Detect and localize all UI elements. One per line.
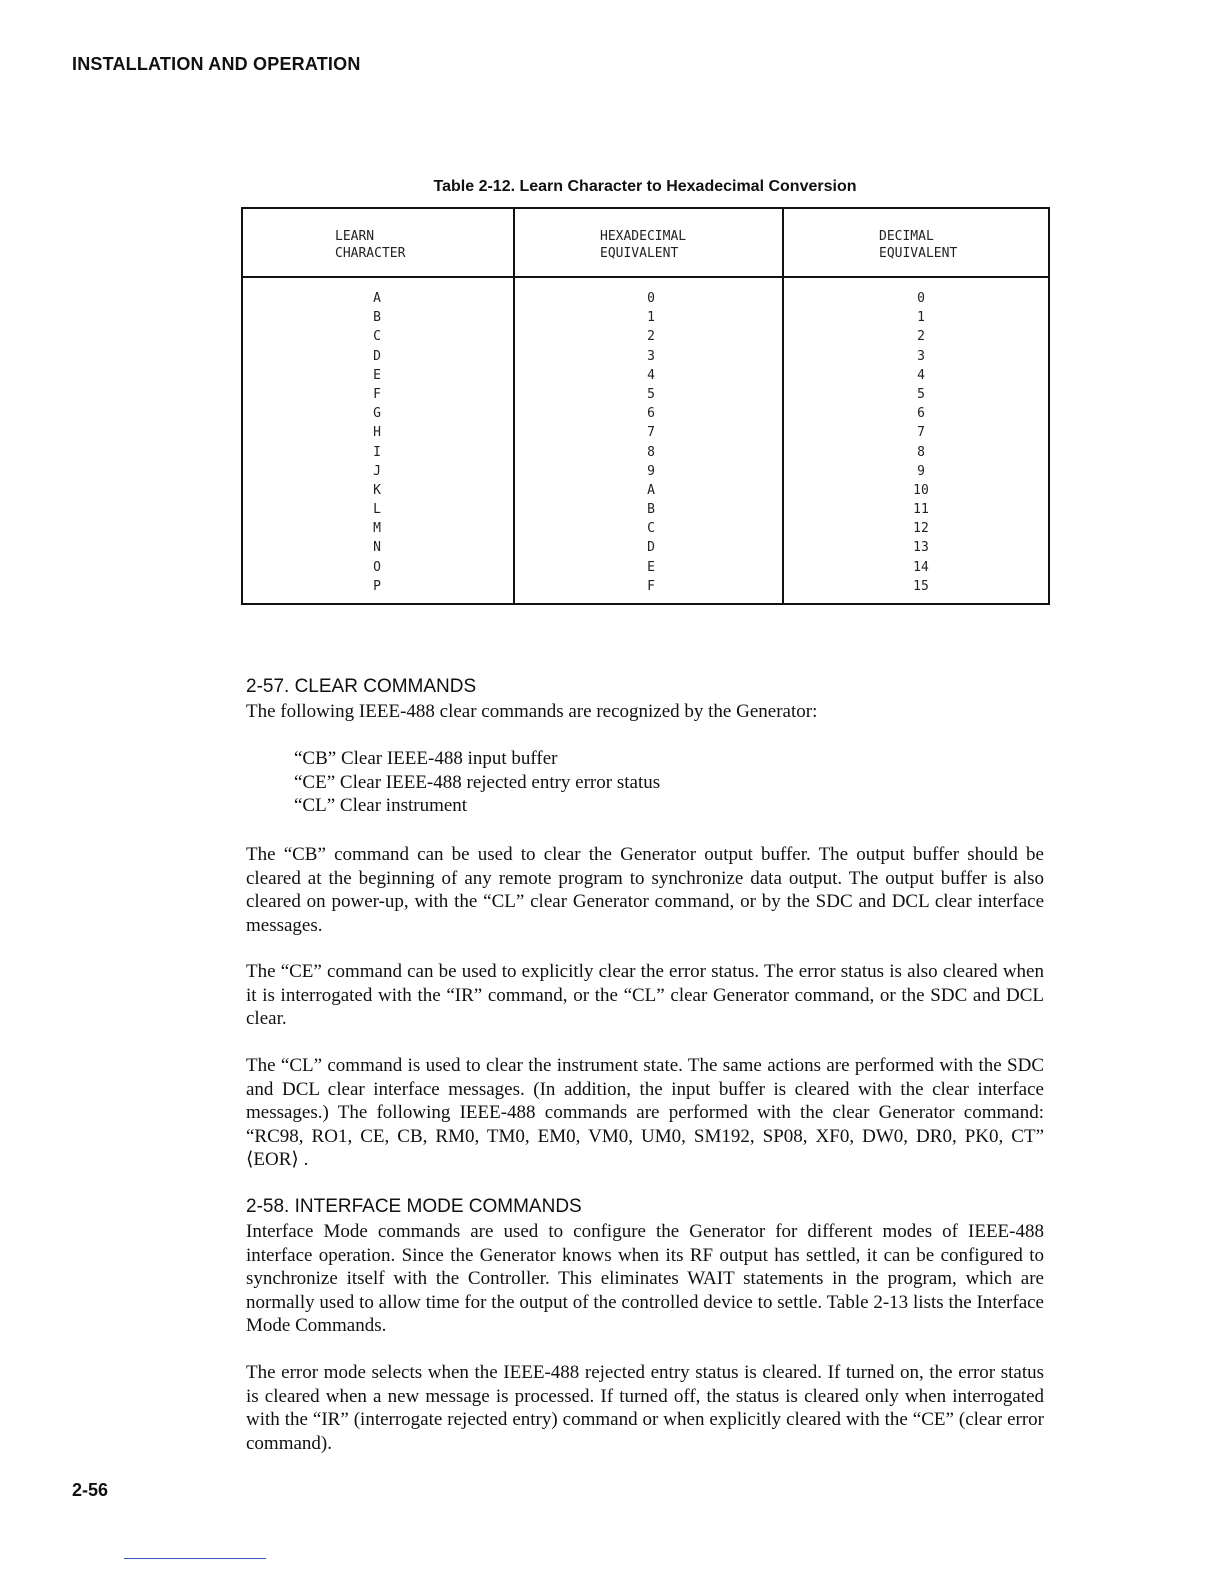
hex-value-cell: 8 [647,444,655,460]
clear-intro: The following IEEE-488 clear commands are recognized by the Generator: [246,701,818,722]
hex-value-cell: 2 [647,329,655,345]
command-item-ce: “CE” Clear IEEE-488 rejected entry error status [294,771,661,793]
decimal-value-cell: 14 [913,559,929,575]
decimal-value-cell: 11 [913,502,929,518]
command-item-cl: “CL” Clear instrument [294,795,468,816]
hex-value-cell: C [647,521,655,537]
paragraph-cl-command: The “CL” command is used to clear the instrument state. The same actions are performed with the SDC and DCL clear interface messages. (In addition, the input buffer is cleared with the clear interface messages.) The following IEEE-488 commands are performed with the clear Generator command: “RC98, RO1, CE, CB, RM0, TM0, EM0, VM0, UM0, SM192, SP08, XF0, DW0, DR0, PK0, CT” ⟨EOR⟩ . [246,1055,1044,1170]
decimal-value-cell: 8 [917,444,925,460]
hex-value-cell: 3 [647,348,655,364]
hex-value-cell: 6 [647,406,655,422]
decimal-value-cell: 9 [917,463,925,479]
decimal-value-cell: 2 [917,329,925,345]
decimal-value-cell: 3 [917,348,925,364]
learn-character-column [347,289,407,596]
learn-character-cell: A [373,291,381,306]
learn-character-cell: I [373,444,381,460]
column-divider [513,209,515,603]
hex-value-column [621,289,681,596]
header-line: EQUIVALENT [600,246,679,261]
footer-rule [124,1558,266,1559]
learn-character-cell: L [373,502,381,518]
decimal-value-cell: 12 [913,521,929,537]
learn-character-cell: H [373,425,381,441]
hex-value-cell: E [647,559,655,575]
hex-value-cell: D [647,540,655,556]
learn-character-cell: N [373,540,381,556]
hex-value-cell: 7 [647,425,655,441]
learn-character-cell: C [373,329,381,345]
header-line: CHARACTER [335,246,406,261]
decimal-value-cell: 5 [917,386,925,402]
header-line: HEXADECIMAL [600,229,687,244]
hex-value-cell: 4 [647,367,655,383]
clear-command-list [294,747,660,818]
paragraph-ce-command: The “CE” command can be used to explicitly clear the error status. The error status is also cleared when it is interrogated with the “IR” command, or the “CL” clear Generator command, or the SDC and DCL clear. [246,961,1044,1029]
hex-value-cell: 0 [647,291,655,306]
hex-value-cell: F [647,578,655,594]
learn-character-cell: B [373,310,381,326]
decimal-value-cell: 7 [917,425,925,441]
page-number: 2-56 [72,1480,109,1500]
header-decimal-equivalent [879,228,957,262]
hex-value-cell: 9 [647,463,655,479]
header-learn-character [335,228,405,262]
learn-character-cell: J [373,463,381,479]
section-heading-clear-commands: 2-57. CLEAR COMMANDS [246,676,477,697]
decimal-value-column [891,289,951,596]
header-line: DECIMAL [879,229,934,244]
learn-character-cell: K [373,482,381,498]
table-caption: Table 2-12. Learn Character to Hexadecimal Conversion [433,178,857,195]
decimal-value-cell: 15 [913,578,929,594]
header-line: LEARN [335,229,375,244]
decimal-value-cell: 1 [917,310,925,326]
conversion-table [241,207,1050,605]
decimal-value-cell: 13 [913,540,929,556]
learn-character-cell: G [373,406,381,422]
learn-character-cell: E [373,367,381,383]
decimal-value-cell: 0 [917,291,925,306]
command-item-cb: “CB” Clear IEEE-488 input buffer [294,748,558,769]
hex-value-cell: 5 [647,386,655,402]
learn-character-cell: M [373,521,381,537]
header-hexadecimal-equivalent [600,228,686,262]
learn-character-cell: D [373,348,381,364]
header-line: EQUIVALENT [879,246,958,261]
running-head: INSTALLATION AND OPERATION [72,54,361,74]
section-heading-interface-mode: 2-58. INTERFACE MODE COMMANDS [246,1196,582,1217]
paragraph-cb-command: The “CB” command can be used to clear the Generator output buffer. The output buffer should be cleared at the beginning of any remote program to synchronize data output. The output buffer is also cleared on power-up, with the “CL” clear Generator command, or by the SDC and DCL clear interface messages. [246,844,1044,936]
learn-character-cell: F [373,386,381,402]
hex-value-cell: 1 [647,310,655,326]
column-divider [782,209,784,603]
paragraph-error-mode: The error mode selects when the IEEE-488 rejected entry status is cleared. If turned on, the error status is cleared when a new message is processed. If turned off, the status is cleared only when interrogated with the “IR” (interrogate rejected entry) command or when explicitly cleared with the “CE” (clear error command). [246,1362,1044,1454]
learn-character-cell: O [373,559,381,575]
paragraph-interface-mode: Interface Mode commands are used to configure the Generator for different modes of IEEE-488 interface operation. Since the Generator knows when its RF output has settled, it can be configured to synchronize itself with the Controller. This eliminates WAIT statements in the program, which are normally used to allow time for the output of the controlled device to settle. Table 2-13 lists the Interface Mode Commands. [246,1221,1044,1336]
decimal-value-cell: 10 [913,482,929,498]
decimal-value-cell: 6 [917,406,925,422]
learn-character-cell: P [373,578,381,594]
hex-value-cell: A [647,482,655,498]
hex-value-cell: B [647,502,655,518]
decimal-value-cell: 4 [917,367,925,383]
